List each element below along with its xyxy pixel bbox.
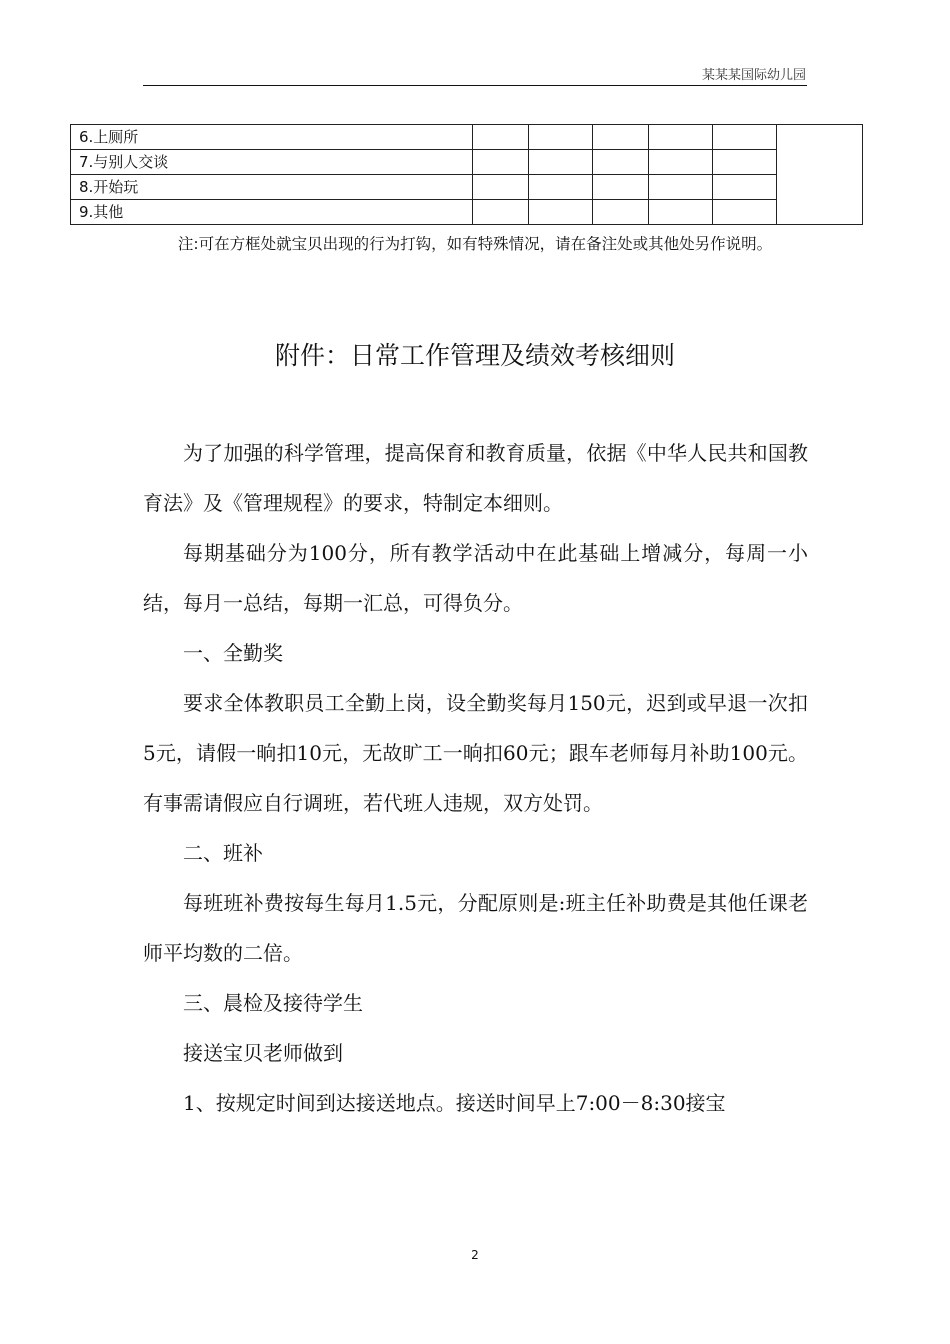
check-cell[interactable] [713,175,777,200]
check-cell[interactable] [649,125,713,150]
check-cell[interactable] [473,150,529,175]
check-cell[interactable] [649,175,713,200]
header-org-name: 某某某国际幼儿园 [701,68,806,83]
document-body [143,428,808,1128]
check-cell[interactable] [473,125,529,150]
check-cell[interactable] [713,150,777,175]
page-title: 附件：日常工作管理及绩效考核细则 [274,341,675,370]
check-cell[interactable] [473,200,529,225]
check-cell[interactable] [713,125,777,150]
page-number: 2 [471,1248,479,1262]
check-cell[interactable] [593,175,649,200]
check-cell[interactable] [649,150,713,175]
table-row [71,175,863,200]
paragraph-pickup-intro: 接送宝贝老师做到 [183,1041,343,1065]
paragraph-intro: 为了加强的科学管理，提高保育和教育质量，依据《中华人民共和国教育法》及《管理规程》的要求，特制定本细则。 [143,441,808,515]
table-note: 注:可在方框处就宝贝出现的行为打钩，如有特殊情况，请在备注处或其他处另作说明。 [177,235,773,253]
check-cell[interactable] [649,200,713,225]
check-cell[interactable] [529,200,593,225]
check-cell[interactable] [593,150,649,175]
check-cell[interactable] [593,200,649,225]
section-heading-class-subsidy: 二、班补 [183,841,263,865]
section-heading-attendance: 一、全勤奖 [183,641,283,665]
check-cell[interactable] [713,200,777,225]
paragraph-pickup-rule-1: 1、按规定时间到达接送地点。接送时间早上7:00－8:30接宝 [183,1091,726,1115]
paragraph-base-score: 每期基础分为100分，所有教学活动中在此基础上增减分，每周一小结，每月一总结，每期一汇总，可得负分。 [143,541,808,615]
check-cell[interactable] [529,125,593,150]
paragraph-class-subsidy: 每班班补费按每生每月1.5元，分配原则是:班主任补助费是其他任课老师平均数的二倍。 [143,891,808,965]
header-divider [143,85,807,86]
paragraph-attendance: 要求全体教职员工全勤上岗，设全勤奖每月150元，迟到或早退一次扣5元，请假一晌扣10元，无故旷工一晌扣60元；跟车老师每月补助100元。有事需请假应自行调班，若代班人违规，双方处罚。 [143,691,808,815]
row-label: 7.与别人交谈 [71,150,473,175]
remarks-cell[interactable] [777,125,863,225]
table-row [71,125,863,150]
section-heading-morning-check: 三、晨检及接待学生 [183,991,363,1015]
row-label: 9.其他 [71,200,473,225]
check-cell[interactable] [529,175,593,200]
check-cell[interactable] [529,150,593,175]
table-row [71,200,863,225]
check-cell[interactable] [473,175,529,200]
row-label: 8.开始玩 [71,175,473,200]
table-row [71,150,863,175]
row-label: 6.上厕所 [71,125,473,150]
check-cell[interactable] [593,125,649,150]
behavior-checklist-table [70,124,863,225]
